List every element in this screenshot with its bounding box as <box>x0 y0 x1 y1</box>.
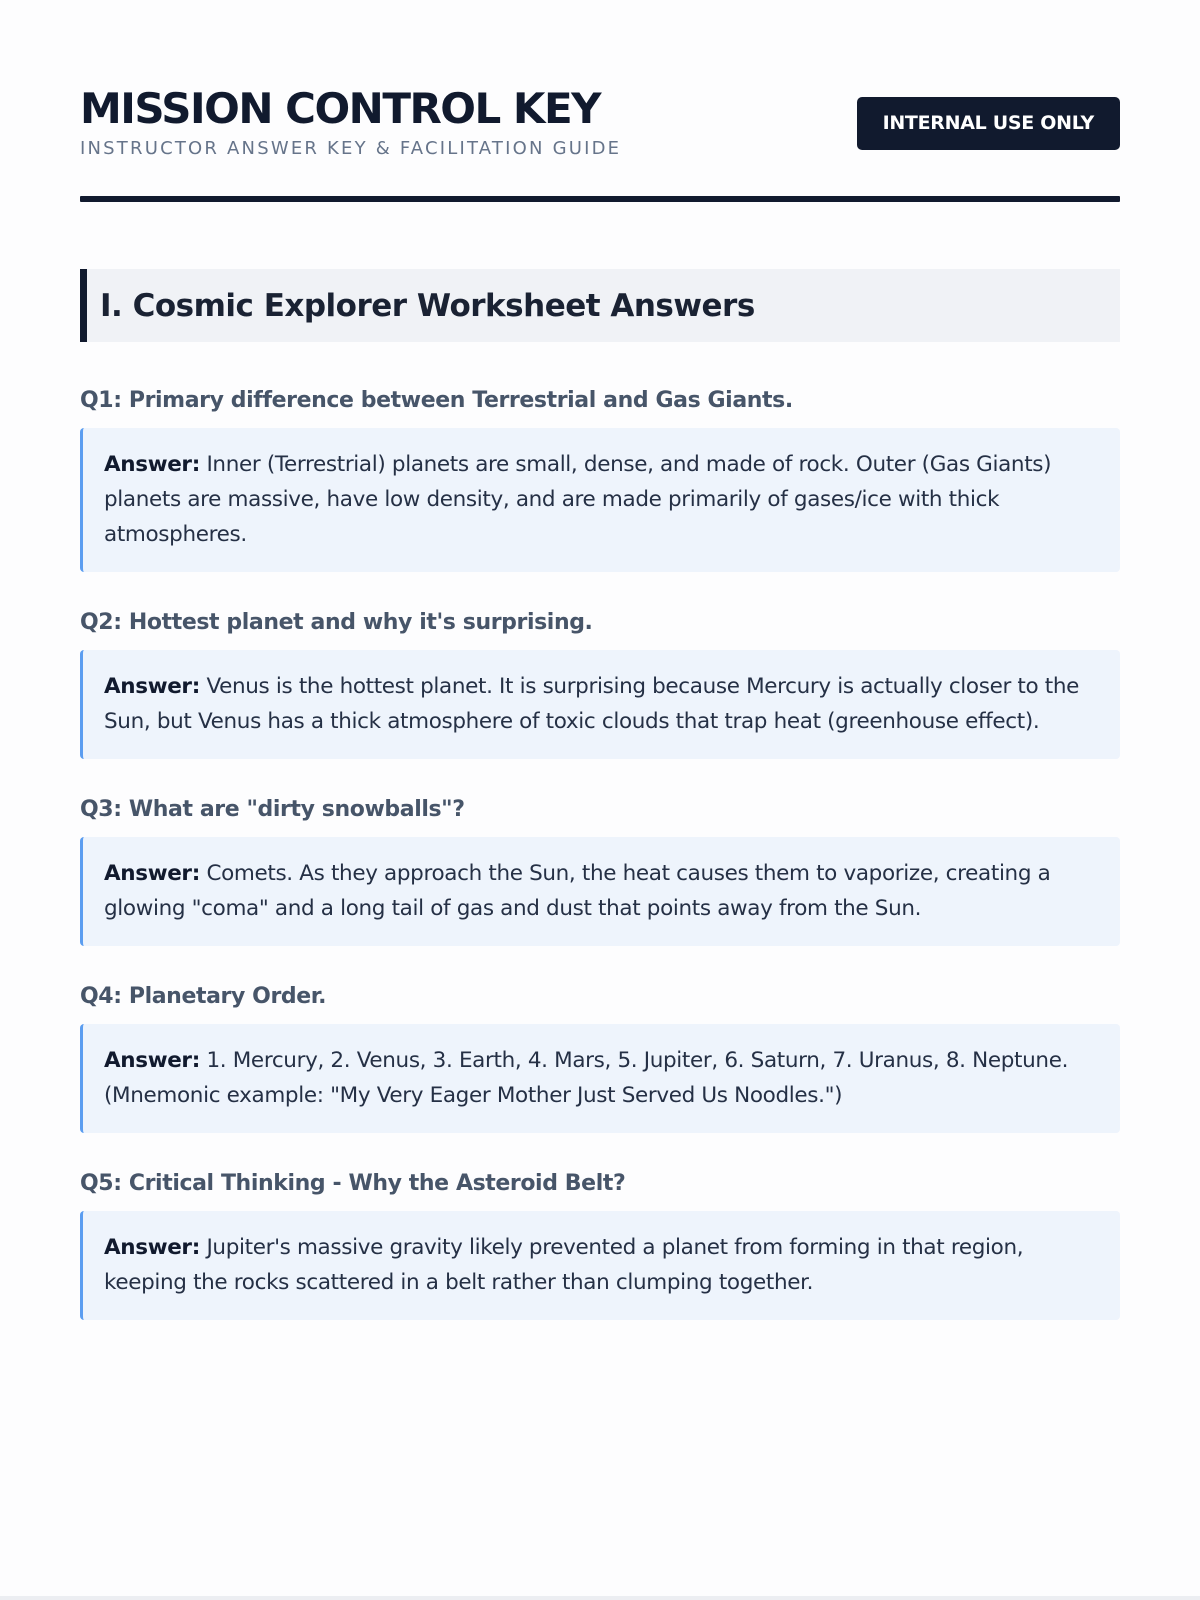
answer-box <box>80 1211 1120 1320</box>
qa-item-4 <box>80 982 1120 1133</box>
title-block <box>80 86 621 160</box>
header-divider <box>80 196 1120 202</box>
question-text: Q4: Planetary Order. <box>80 984 327 1009</box>
question-text: Q2: Hottest planet and why it's surprising. <box>80 610 593 635</box>
answer-box <box>80 1024 1120 1133</box>
answer-text: Comets. As they approach the Sun, the heat causes them to vaporize, creating a glowing "coma" and a long tail of gas and dust that points away from the Sun. <box>104 861 1051 921</box>
question-text: Q3: What are "dirty snowballs"? <box>80 797 465 822</box>
answer-text: Venus is the hottest planet. It is surprising because Mercury is actually closer to the Sun, but Venus has a thick atmosphere of toxic clouds that trap heat (greenhouse effect). <box>104 674 1080 734</box>
qa-item-3 <box>80 795 1120 946</box>
question-text: Q5: Critical Thinking - Why the Asteroid Belt? <box>80 1171 626 1196</box>
question-list <box>80 386 1120 1320</box>
qa-item-2 <box>80 608 1120 759</box>
document-subtitle: INSTRUCTOR ANSWER KEY & FACILITATION GUIDE <box>80 138 622 159</box>
document-header <box>80 86 1120 166</box>
answer-text: Jupiter's massive gravity likely prevented a planet from forming in that region, keeping the rocks scattered in a belt rather than clumping together. <box>104 1235 1024 1295</box>
answer-label: Answer: <box>104 1048 200 1073</box>
answer-box <box>80 837 1120 946</box>
answer-box <box>80 428 1120 572</box>
answer-text: Inner (Terrestrial) planets are small, dense, and made of rock. Outer (Gas Giants) planets are massive, have low density, and are made primarily of gases/ice with thick atmospheres. <box>104 452 1052 547</box>
section-heading: I. Cosmic Explorer Worksheet Answers <box>80 269 1120 342</box>
answer-label: Answer: <box>104 674 200 699</box>
answer-text: 1. Mercury, 2. Venus, 3. Earth, 4. Mars, 5. Jupiter, 6. Saturn, 7. Uranus, 8. Neptune. (Mnemonic example: "My Very Eager Mother Just Served Us Noodles.") <box>104 1048 1069 1108</box>
internal-use-badge: INTERNAL USE ONLY <box>857 97 1120 150</box>
answer-label: Answer: <box>104 861 200 886</box>
answer-box <box>80 650 1120 759</box>
page-bottom-edge <box>0 1596 1200 1600</box>
answer-label: Answer: <box>104 1235 200 1260</box>
question-text: Q1: Primary difference between Terrestrial and Gas Giants. <box>80 388 793 413</box>
document-title: MISSION CONTROL KEY <box>80 84 601 133</box>
qa-item-1 <box>80 386 1120 572</box>
qa-item-5 <box>80 1169 1120 1320</box>
answer-label: Answer: <box>104 452 200 477</box>
